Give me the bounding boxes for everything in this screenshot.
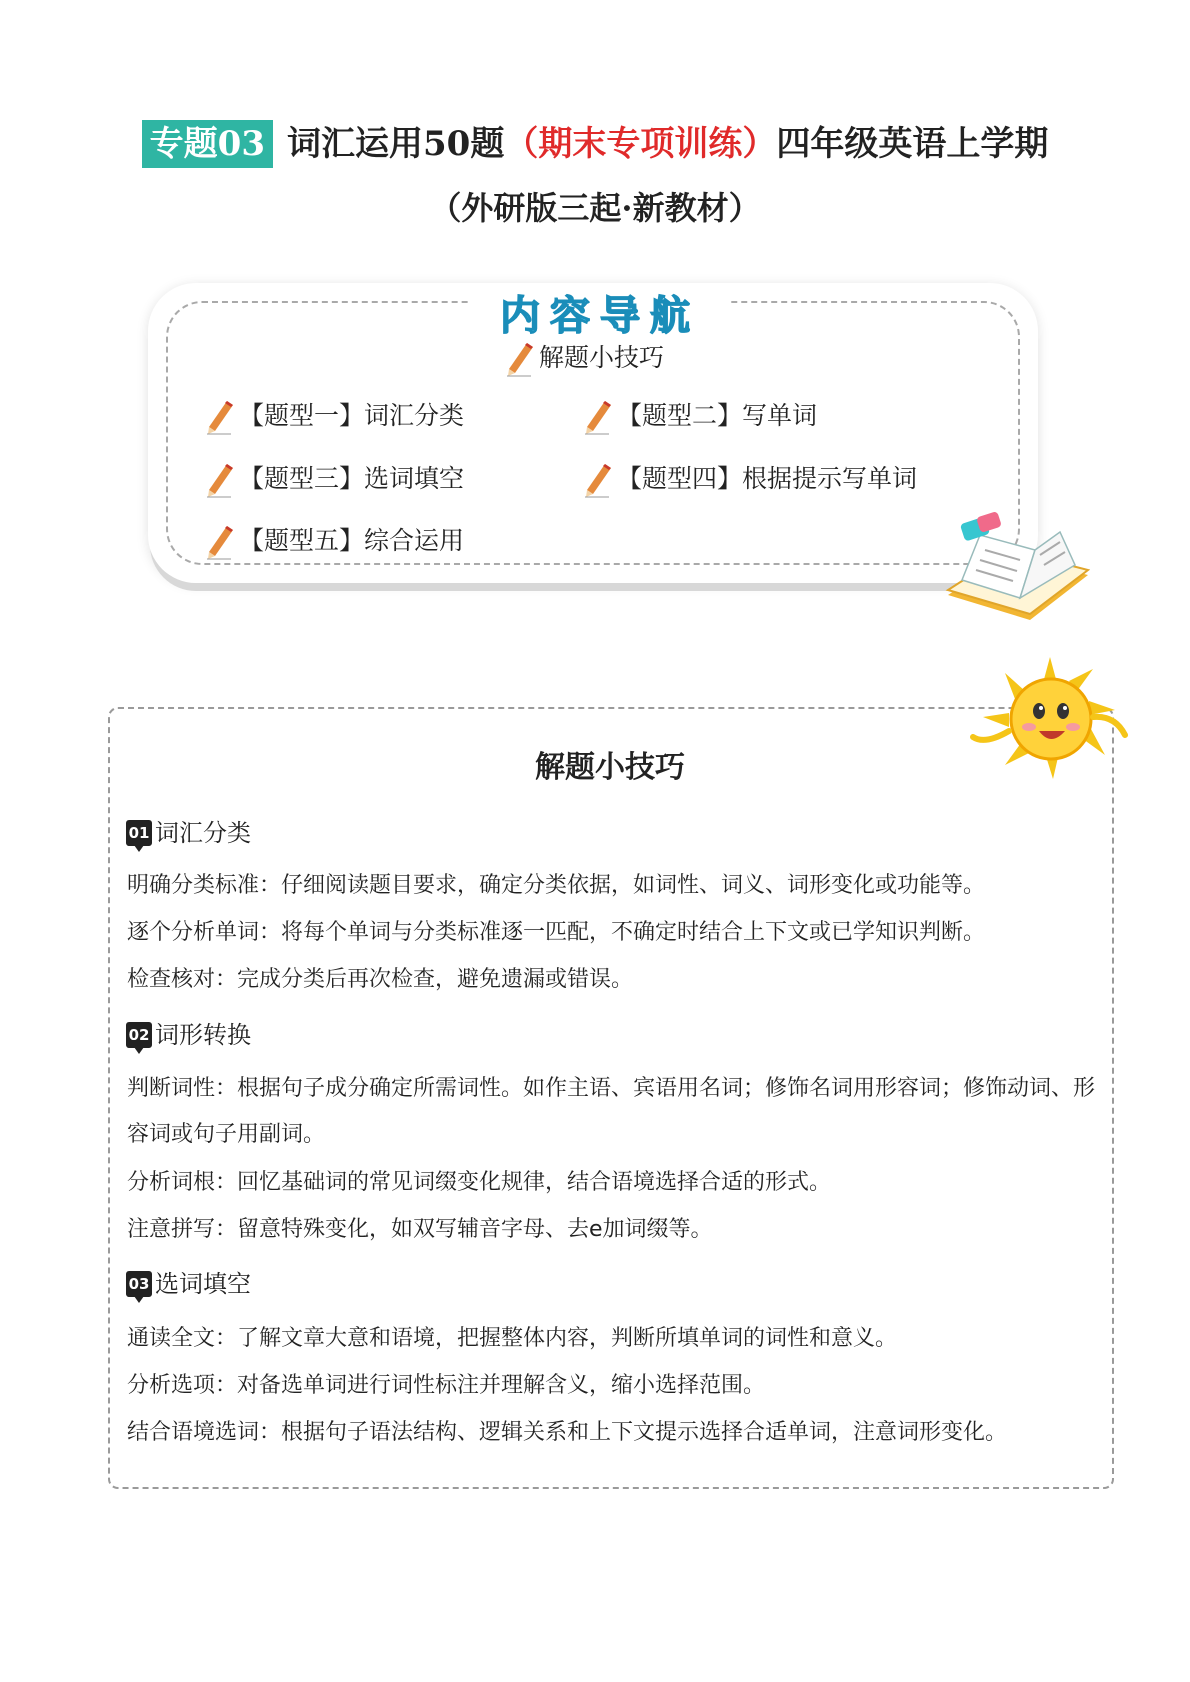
nav-item-type-3[interactable] — [205, 461, 464, 498]
section-heading-02 — [126, 1017, 251, 1053]
tip-line: 结合语境选词：根据句子语法结构、逻辑关系和上下文提示选择合适单词，注意词形变化。 — [127, 1420, 1008, 1445]
tip-line: 通读全文：了解文章大意和语境，把握整体内容，判断所填单词的词性和意义。 — [127, 1326, 898, 1351]
section-heading-text: 选词填空 — [155, 1270, 251, 1298]
nav-item-label: 【题型五】综合运用 — [239, 526, 465, 555]
nav-item-label: 【题型一】词汇分类 — [239, 401, 465, 430]
nav-item-type-4[interactable] — [583, 461, 917, 498]
tip-line: 分析词根：回忆基础词的常见词缀变化规律，结合语境选择合适的形式。 — [127, 1170, 832, 1195]
section-number-badge: 03 — [126, 1271, 152, 1297]
section-number-badge: 01 — [126, 820, 152, 846]
nav-sub-item[interactable] — [505, 340, 664, 377]
book-icon — [940, 510, 1090, 635]
document-title — [0, 118, 1190, 170]
pencil-icon — [205, 462, 235, 498]
pencil-icon — [583, 462, 613, 498]
tips-title: 解题小技巧 — [535, 750, 685, 785]
section-heading-01 — [126, 815, 251, 851]
nav-item-type-5[interactable] — [205, 523, 464, 560]
tip-line: 分析选项：对备选单词进行词性标注并理解含义，缩小选择范围。 — [127, 1373, 766, 1398]
pencil-icon — [205, 524, 235, 560]
nav-item-label: 【题型二】写单词 — [617, 401, 818, 430]
title-main-1: 词汇运用50题 — [287, 124, 505, 164]
document-subtitle: （外研版三起·新教材） — [429, 189, 761, 227]
tip-line: 注意拼写：留意特殊变化，如双写辅音字母、去e加词缀等。 — [127, 1217, 713, 1242]
section-heading-03 — [126, 1266, 251, 1302]
pencil-icon — [583, 399, 613, 435]
nav-item-label: 【题型三】选词填空 — [239, 464, 465, 493]
tip-line: 逐个分析单词：将每个单词与分类标准逐一匹配，不确定时结合上下文或已学知识判断。 — [127, 920, 986, 945]
nav-sub-label: 解题小技巧 — [539, 343, 665, 372]
nav-item-label: 【题型四】根据提示写单词 — [617, 464, 918, 493]
topic-tag: 专题03 — [142, 120, 273, 168]
section-heading-text: 词形转换 — [155, 1021, 251, 1049]
nav-item-type-1[interactable] — [205, 398, 464, 435]
tip-line: 判断词性：根据句子成分确定所需词性。如作主语、宾语用名词；修饰名词用形容词；修饰动词、形容词或句子用副词。 — [127, 1076, 1096, 1147]
tip-line: 检查核对：完成分类后再次检查，避免遗漏或错误。 — [127, 967, 634, 992]
pencil-icon — [505, 341, 535, 377]
pencil-icon — [205, 399, 235, 435]
section-number-badge: 02 — [126, 1022, 152, 1048]
title-red-part: （期末专项训练） — [504, 124, 777, 164]
nav-item-type-2[interactable] — [583, 398, 817, 435]
section-heading-text: 词汇分类 — [155, 819, 251, 847]
title-main-2: 四年级英语上学期 — [776, 124, 1049, 164]
tip-line: 明确分类标准：仔细阅读题目要求，确定分类依据，如词性、词义、词形变化或功能等。 — [127, 873, 986, 898]
nav-heading: 内容导航 — [470, 288, 730, 344]
